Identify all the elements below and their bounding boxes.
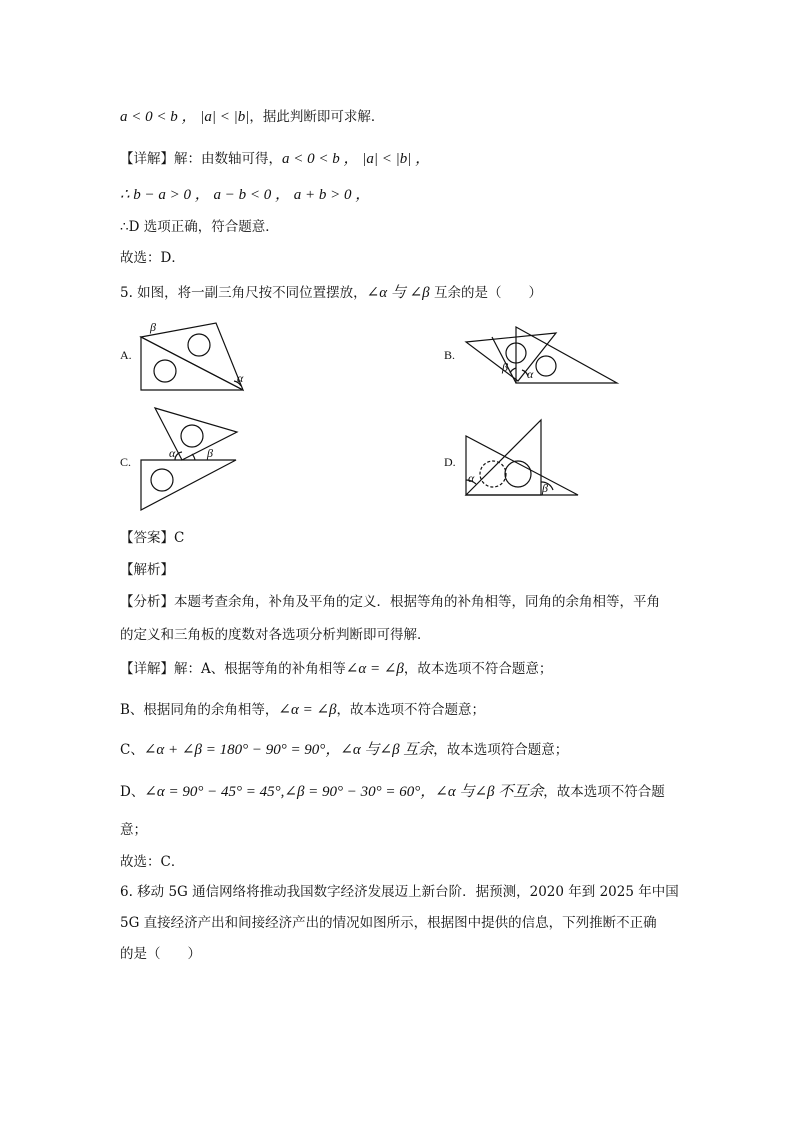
q5-stem-math: ∠α 与 ∠β — [366, 285, 430, 301]
q5-choose: 故选：C． — [120, 854, 185, 870]
q5-fenxi-line2: 的定义和三角板的度数对各选项分析判断即可得解． — [120, 627, 431, 643]
option-a-label: A. — [120, 348, 132, 362]
math-inequality: a < 0 < b ， |a| < |b| — [120, 109, 250, 125]
detail-c-math: ∠α + ∠β = 180° − 90° = 90° — [143, 742, 326, 758]
q5-detail-c — [120, 741, 568, 759]
fig-d-alpha: α — [468, 471, 475, 485]
fig-b-alpha: α — [527, 367, 534, 381]
detail-c-tail: ，故本选项符合题意； — [433, 742, 569, 758]
q5-detail-b — [120, 701, 485, 719]
detail-d-text: D、 — [120, 784, 145, 800]
option-d-label: D. — [444, 455, 456, 469]
detail-label: 【详解】解：由数轴可得， — [120, 151, 282, 167]
detail-math: a < 0 < b ， |a| < |b| ， — [282, 151, 431, 167]
figure-a — [141, 320, 244, 390]
q5-analysis-label: 【解析】 — [120, 562, 174, 578]
figure-c — [141, 408, 237, 510]
detail-b-text: B、根据同角的余角相等， — [120, 702, 279, 718]
detail-c-text: C、 — [120, 742, 144, 758]
q5-detail-d-wrap: 意； — [120, 822, 147, 838]
q5-stem-text: 5. 如图，将一副三角尺按不同位置摆放， — [120, 285, 367, 301]
detail-d-mid: ，∠α 与∠β 不互余 — [420, 784, 544, 800]
text-line-choose-d: 故选：D． — [120, 250, 185, 266]
text-line-therefore — [120, 186, 370, 204]
option-c-label: C. — [120, 455, 132, 469]
figure-d — [466, 420, 578, 495]
premise-text: ，据此判断即可求解． — [249, 109, 385, 125]
therefore-math: ∴ b − a > 0 ， a − b < 0 ， a + b > 0 ， — [120, 187, 371, 203]
q6-line1: 6. 移动 5G 通信网络将推动我国数字经济发展迈上新台阶．据预测，2020 年到 2025 年中国 — [120, 884, 679, 900]
detail-b-math: ∠α = ∠β — [278, 702, 337, 718]
q6-line3: 的是（ ） — [120, 946, 201, 962]
fig-b-beta: β — [502, 360, 508, 374]
detail-d-tail: ，故本选项不符合题 — [543, 784, 665, 800]
detail-d-math: ∠α = 90° − 45° = 45°,∠β = 90° − 30° = 60° — [144, 784, 421, 800]
option-b-label: B. — [444, 348, 456, 362]
fig-d-beta: β — [542, 481, 548, 495]
q5-detail-a — [120, 660, 552, 678]
q6-line2: 5G 直接经济产出和间接经济产出的情况如图所示，根据图中提供的信息，下列推断不正确 — [120, 915, 657, 931]
text-line-detail — [120, 150, 430, 168]
fig-c-beta: β — [207, 446, 213, 460]
q5-stem — [120, 284, 542, 302]
detail-b-tail: ，故本选项不符合题意； — [336, 702, 486, 718]
detail-c-mid: ，∠α 与∠β 互余 — [325, 742, 434, 758]
detail-a-tail: ，故本选项不符合题意； — [403, 661, 553, 677]
q5-stem-tail: 互余的是（ ） — [429, 285, 542, 301]
fig-a-beta: β — [150, 320, 156, 334]
detail-a-text: 【详解】解：A、根据等角的补角相等 — [120, 661, 346, 677]
q5-answer: 【答案】C — [120, 530, 185, 546]
q5-fenxi-line1: 【分析】本题考查余角，补角及平角的定义．根据等角的补角相等，同角的余角相等，平角 — [120, 594, 660, 610]
text-line-premise — [120, 108, 384, 126]
detail-a-math: ∠α = ∠β — [345, 661, 404, 677]
text-line-d-correct: ∴D 选项正确，符合题意． — [120, 219, 279, 235]
fig-c-alpha: α — [169, 446, 176, 460]
q5-detail-d — [120, 783, 665, 801]
figure-b — [466, 327, 617, 383]
fig-a-alpha: α — [237, 371, 244, 385]
